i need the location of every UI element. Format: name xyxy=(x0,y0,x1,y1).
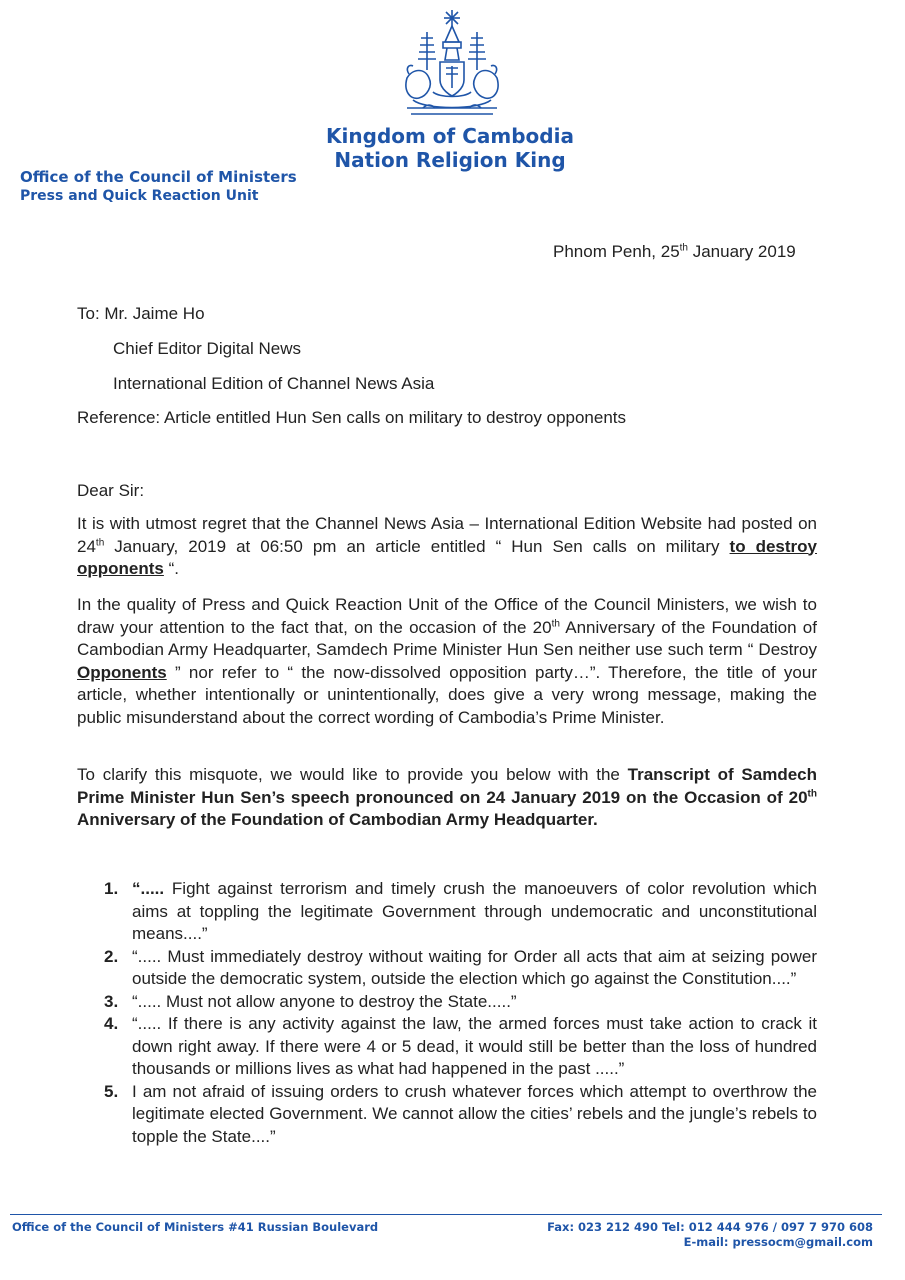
para3-sup: th xyxy=(807,787,817,799)
date-ordinal: th xyxy=(679,242,688,254)
date-place-day: Phnom Penh, 25 xyxy=(553,242,680,261)
list-item xyxy=(77,1013,817,1081)
para1-sup: th xyxy=(95,536,105,548)
unit-name: Press and Quick Reaction Unit xyxy=(20,188,259,204)
list-number: 1. xyxy=(104,879,119,898)
footer-address: Office of the Council of Ministers #41 Russian Boulevard xyxy=(12,1220,379,1234)
quote-text: “..... Must not allow anyone to destroy the State.....” xyxy=(132,991,517,1011)
para1-text-b: January, 2019 at 06:50 pm an article entitled “ Hun Sen calls on military xyxy=(104,536,730,556)
letterhead-title xyxy=(250,124,650,172)
footer-phones: Fax: 023 212 490 Tel: 012 444 976 / 097 7 970 608 xyxy=(547,1220,873,1234)
opponents-emphasis: Opponents xyxy=(77,662,167,682)
letter-date xyxy=(553,241,796,264)
transcript-title-2: Anniversary of the Foundation of Cambodian Army Headquarter. xyxy=(77,810,598,829)
paragraph-2 xyxy=(77,594,817,729)
date-month-year: January 2019 xyxy=(688,242,796,261)
footer-email: E-mail: pressocm@gmail.com xyxy=(683,1235,873,1249)
list-number: 2. xyxy=(104,946,119,966)
list-item xyxy=(77,991,817,1014)
list-item xyxy=(77,1081,817,1149)
kingdom-name: Kingdom of Cambodia xyxy=(326,124,574,148)
list-item xyxy=(77,946,817,991)
office-name: Office of the Council of Ministers xyxy=(20,168,297,186)
royal-emblem-icon xyxy=(393,8,511,126)
list-number: 5. xyxy=(104,1081,119,1101)
para3-text-a: To clarify this misquote, we would like to provide you below with the xyxy=(77,765,628,784)
para1-text-a: It is with utmost regret that the Channel News Asia – International Edition Website had posted on 24 xyxy=(77,514,817,556)
list-item xyxy=(77,878,817,946)
paragraph-1 xyxy=(77,513,817,581)
para2-text-c: ” nor refer to “ the now-dissolved opposition party…”. Therefore, the title of your article, whether intentionally or unintentionally, does give a very wrong message, making the public misunderstand about the correct wording of Cambodia’s Prime Minister. xyxy=(77,662,817,727)
paragraph-3 xyxy=(77,764,817,832)
quote-text: I am not afraid of issuing orders to crush whatever forces which attempt to overthrow the legitimate elected Government. We cannot allow the cities’ rebels and the jungle’s rebels to topple the State....” xyxy=(132,1081,817,1146)
footer-divider xyxy=(10,1214,882,1215)
quote-text: “..... If there is any activity against the law, the armed forces must take action to crack it down right away. If there were 4 or 5 dead, it would still be better than the loss of hundred thousands or millions lives as what had happened in the past .....” xyxy=(132,1014,817,1078)
quote-text: “..... Must immediately destroy without waiting for Order all acts that aim at seizing power outside the democratic system, outside the election which go against the Constitution....” xyxy=(132,946,817,988)
salutation: Dear Sir: xyxy=(77,481,145,500)
recipient-title: Chief Editor Digital News xyxy=(113,339,302,358)
list-number: 4. xyxy=(104,1014,119,1033)
para2-sup: th xyxy=(551,617,560,629)
para2-text-b: Anniversary of the Foundation of Cambodian Army Headquarter, Samdech Prime Minister Hun Sen neither use such term “ Destroy xyxy=(77,617,817,659)
para2-text-a: In the quality of Press and Quick Reaction Unit of the Office of the Council Ministers, we wish to draw your attention to the fact that, on the occasion of the 20 xyxy=(77,595,817,637)
quote-lead: “..... xyxy=(132,879,165,898)
recipient-org: International Edition of Channel News Asia xyxy=(113,374,435,393)
recipient-to: To: Mr. Jaime Ho xyxy=(77,304,205,323)
article-title-emphasis: to destroy opponents xyxy=(77,536,818,578)
transcript-title-1: Transcript of Samdech Prime Minister Hun Sen’s speech pronounced on 24 January 2019 on the Occasion of 20 xyxy=(77,765,818,807)
quote-text: Fight against terrorism and timely crush the manoeuvers of color revolution which aims at toppling the legitimate Government through undemocratic and unconstitutional means....” xyxy=(132,879,817,943)
national-motto: Nation Religion King xyxy=(334,148,566,172)
office-header xyxy=(20,168,297,205)
footer-contact xyxy=(547,1220,873,1250)
quote-list xyxy=(77,878,817,1148)
list-number: 3. xyxy=(104,991,119,1011)
para1-text-c: “. xyxy=(163,559,179,578)
reference-line: Reference: Article entitled Hun Sen calls on military to destroy opponents xyxy=(77,408,627,427)
